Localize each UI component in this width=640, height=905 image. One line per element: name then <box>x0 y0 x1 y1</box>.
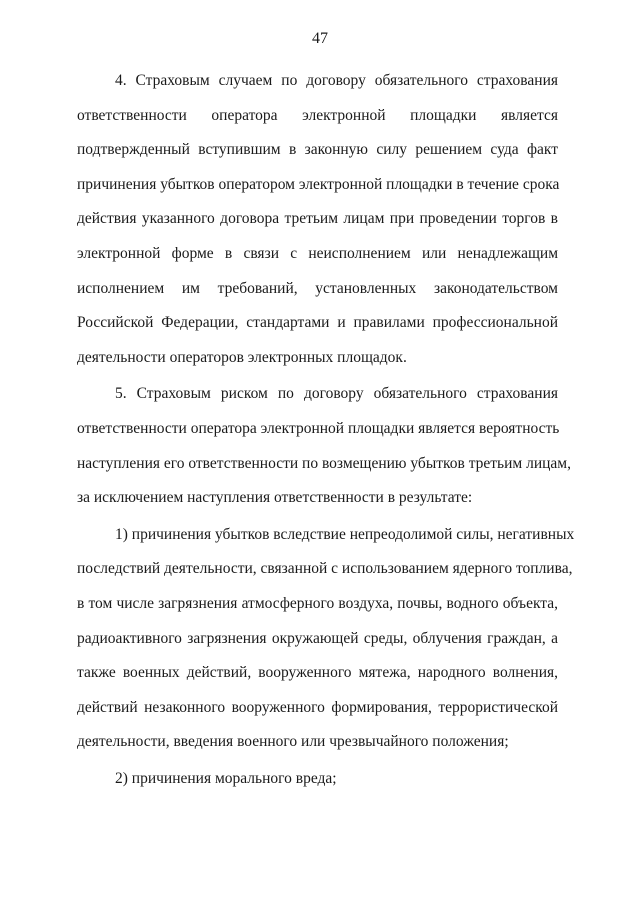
text-line: также военных действий, вооруженного мятежа, народного волнения, <box>77 664 558 682</box>
text-line: 1) причинения убытков вследствие непреодолимой силы, негативных <box>115 525 575 543</box>
text-line: наступления его ответственности по возмещению убытков третьим лицам, <box>77 454 571 472</box>
text-line: радиоактивного загрязнения окружающей среды, облучения граждан, а <box>77 629 558 647</box>
text-line: 5. Страховым риском по договору обязательного страхования <box>115 385 558 403</box>
text-line: Российской Федерации, стандартами и правилами профессиональной <box>77 314 558 332</box>
paragraph-item-4 <box>77 64 558 375</box>
text-line: причинения убытков оператором электронной площадки в течение срока <box>77 175 560 193</box>
text-line: деятельности операторов электронных площадок. <box>77 348 407 366</box>
document-body <box>77 64 575 796</box>
text-line: последствий деятельности, связанной с использованием ядерного топлива, <box>77 560 573 578</box>
text-line: 2) причинения морального вреда; <box>115 769 337 787</box>
paragraph-subitem-1 <box>77 518 575 760</box>
text-line: электронной форме в связи с неисполнением или ненадлежащим <box>77 244 558 262</box>
text-line: 4. Страховым случаем по договору обязательного страхования <box>115 72 558 89</box>
text-line: за исключением наступления ответственности в результате: <box>77 489 473 507</box>
page-number: 47 <box>312 30 328 47</box>
text-line: действий незаконного вооруженного формирования, террористической <box>77 698 558 716</box>
text-line: исполнением им требований, установленных законодательством <box>77 279 558 297</box>
text-line: подтвержденный вступившим в законную силу решением суда факт <box>77 141 558 159</box>
text-line: в том числе загрязнения атмосферного воздуха, почвы, водного объекта, <box>77 594 558 612</box>
text-line: ответственности оператора электронной площадки является <box>77 106 558 124</box>
text-line: ответственности оператора электронной площадки является вероятность <box>77 419 560 437</box>
text-line: деятельности, введения военного или чрезвычайного положения; <box>77 733 509 751</box>
text-line: действия указанного договора третьим лицам при проведении торгов в <box>77 210 558 228</box>
paragraph-subitem-2 <box>77 762 558 797</box>
paragraph-item-5 <box>77 377 571 515</box>
